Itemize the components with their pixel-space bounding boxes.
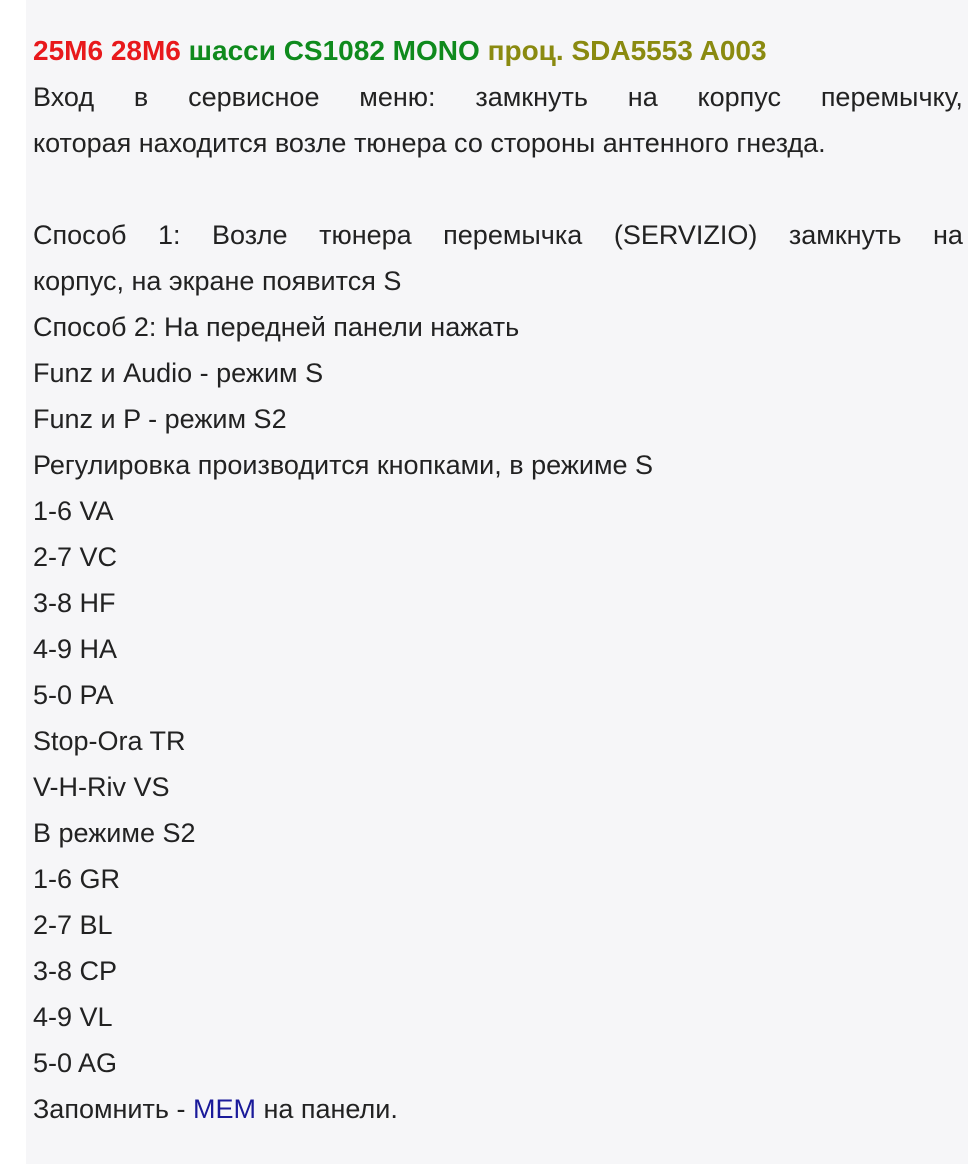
mode-s-item: V-H-Riv VS xyxy=(33,772,170,802)
title-processor: проц. SDA5553 A003 xyxy=(487,35,767,66)
word: в xyxy=(133,82,149,112)
paragraph-gap xyxy=(33,166,963,212)
mode-s-item: 3-8 HF xyxy=(33,588,116,618)
word: меню: xyxy=(359,82,436,112)
save-line xyxy=(33,1086,963,1132)
word: сервисное xyxy=(188,82,320,112)
funz-p-line: Funz и P - режим S2 xyxy=(33,404,287,434)
mode-s2-heading: В режиме S2 xyxy=(33,818,196,848)
page-title xyxy=(33,28,963,74)
title-model: 25M6 28M6 xyxy=(33,35,181,66)
word: Возле xyxy=(211,220,288,250)
save-prefix: Запомнить - xyxy=(33,1094,193,1124)
word: замкнуть xyxy=(788,220,902,250)
mode-s-item: 1-6 VA xyxy=(33,496,114,526)
word: Вход xyxy=(33,82,95,112)
title-chassis: шасси CS1082 MONO xyxy=(188,35,480,66)
word: корпус xyxy=(697,82,781,112)
mode-s2-item: 1-6 GR xyxy=(33,864,121,894)
mode-s-item: 5-0 PA xyxy=(33,680,114,710)
mode-s-item: 2-7 VC xyxy=(33,542,118,572)
method1-line-1 xyxy=(33,212,963,258)
word: перемычку, xyxy=(820,82,963,112)
mode-s2-item: 2-7 BL xyxy=(33,910,113,940)
mode-s-item: 4-9 HA xyxy=(33,634,118,664)
mode-s2-item: 5-0 AG xyxy=(33,1048,118,1078)
article-body xyxy=(33,28,963,1132)
word: замкнуть xyxy=(475,82,588,112)
save-suffix: на панели. xyxy=(255,1094,398,1124)
intro-line-2: которая находится возле тюнера со стороны антенного гнезда. xyxy=(33,128,826,158)
mode-s2-item: 3-8 CP xyxy=(33,956,118,986)
intro-line-1 xyxy=(33,74,963,120)
word: 1: xyxy=(157,220,181,250)
word: тюнера xyxy=(319,220,412,250)
mode-s2-item: 4-9 VL xyxy=(33,1002,113,1032)
word: Способ xyxy=(33,220,127,250)
method1-line-2: корпус, на экране появится S xyxy=(33,266,402,296)
funz-audio-line: Funz и Audio - режим S xyxy=(33,358,324,388)
method2-line: Способ 2: На передней панели нажать xyxy=(33,312,520,342)
word: на xyxy=(933,220,963,250)
word: на xyxy=(627,82,658,112)
word: перемычка xyxy=(443,220,583,250)
mode-s-item: Stop-Ora TR xyxy=(33,726,186,756)
mem-link[interactable]: MEM xyxy=(192,1094,256,1124)
adjust-intro-line: Регулировка производится кнопками, в режиме S xyxy=(33,450,654,480)
word: (SERVIZIO) xyxy=(613,220,758,250)
